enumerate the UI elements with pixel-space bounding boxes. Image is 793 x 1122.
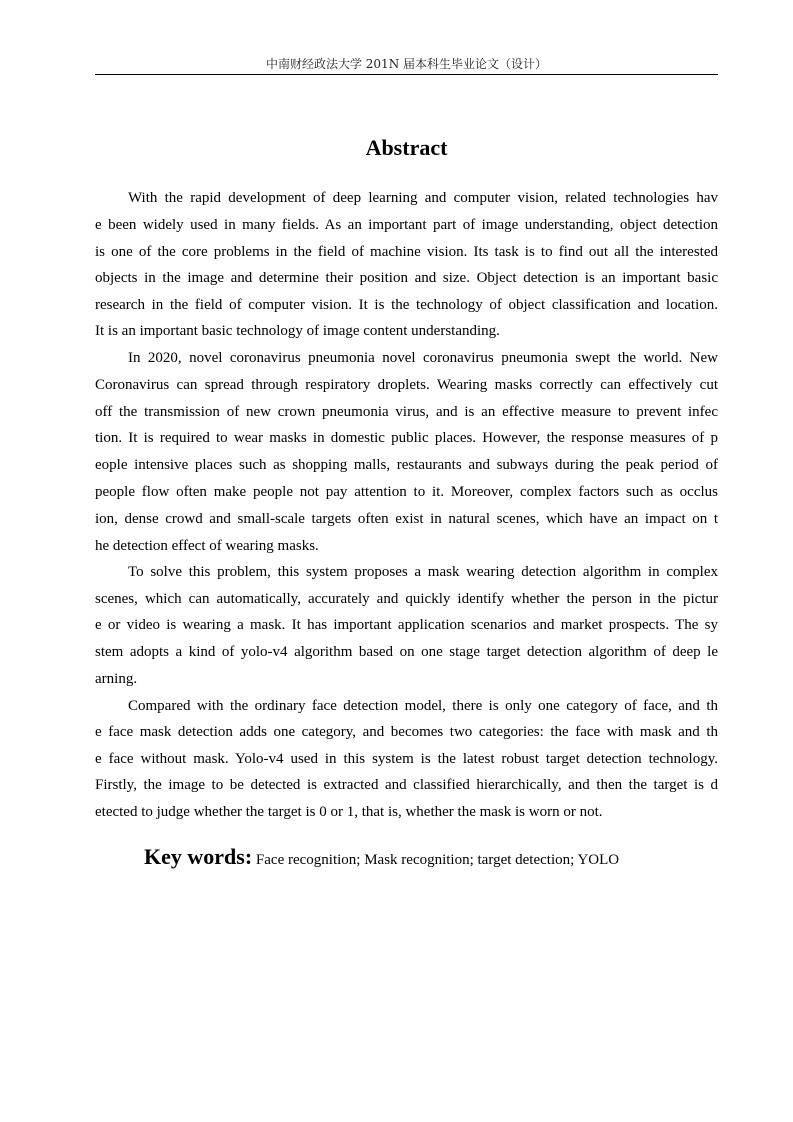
paragraph-line: research in the field of computer vision. It is the technology of object classification and location.: [95, 297, 718, 313]
paragraph-line: To solve this problem, this system proposes a mask wearing detection algorithm in complex: [128, 564, 718, 580]
paragraph-line: With the rapid development of deep learning and computer vision, related technologies hav: [128, 190, 718, 206]
header-rule: [95, 74, 718, 75]
paragraph-line: Coronavirus can spread through respiratory droplets. Wearing masks correctly can effectively cut: [95, 377, 718, 393]
keywords-label: Key words:: [144, 844, 253, 869]
keywords: [144, 842, 619, 875]
paragraph-line: people flow often make people not pay attention to it. Moreover, complex factors such as occlus: [95, 484, 718, 500]
paragraph-line: ion, dense crowd and small-scale targets often exist in natural scenes, which have an impact on t: [95, 511, 718, 527]
paragraph-line: scenes, which can automatically, accurately and quickly identify whether the person in the pictur: [95, 591, 718, 607]
paragraph-line: eople intensive places such as shopping malls, restaurants and subways during the peak period of: [95, 457, 718, 473]
paragraph-line: Compared with the ordinary face detection model, there is only one category of face, and th: [128, 698, 718, 714]
paragraph-line: Firstly, the image to be detected is extracted and classified hierarchically, and then the target is d: [95, 777, 718, 793]
paragraph-line: arning.: [95, 671, 138, 687]
paragraph-line: objects in the image and determine their position and size. Object detection is an important basic: [95, 270, 718, 286]
abstract-title: Abstract: [365, 135, 448, 160]
paragraph-line: e face mask detection adds one category, and becomes two categories: the face with mask and th: [95, 724, 718, 740]
page-header: 中南财经政法大学 201N 届本科生毕业论文（设计）: [265, 57, 548, 71]
keywords-text: Face recognition; Mask recognition; target detection; YOLO: [252, 852, 620, 868]
paragraph-line: he detection effect of wearing masks.: [95, 538, 319, 554]
paragraph-line: stem adopts a kind of yolo-v4 algorithm based on one stage target detection algorithm of deep le: [95, 644, 718, 660]
paragraph-line: In 2020, novel coronavirus pneumonia novel coronavirus pneumonia swept the world. New: [128, 350, 718, 366]
paragraph-line: e been widely used in many fields. As an important part of image understanding, object detection: [95, 217, 718, 233]
paragraph-line: tion. It is required to wear masks in domestic public places. However, the response measures of p: [95, 430, 718, 446]
paragraph-line: e face without mask. Yolo-v4 used in this system is the latest robust target detection technology.: [95, 751, 718, 767]
paragraph-line: e or video is wearing a mask. It has important application scenarios and market prospects. The sy: [95, 617, 718, 633]
paragraph-line: is one of the core problems in the field of machine vision. Its task is to find out all the interested: [95, 244, 718, 260]
paragraph-line: It is an important basic technology of image content understanding.: [95, 323, 500, 339]
paragraph-line: off the transmission of new crown pneumonia virus, and is an effective measure to prevent infec: [95, 404, 718, 420]
paragraph-line: etected to judge whether the target is 0 or 1, that is, whether the mask is worn or not.: [95, 804, 603, 820]
